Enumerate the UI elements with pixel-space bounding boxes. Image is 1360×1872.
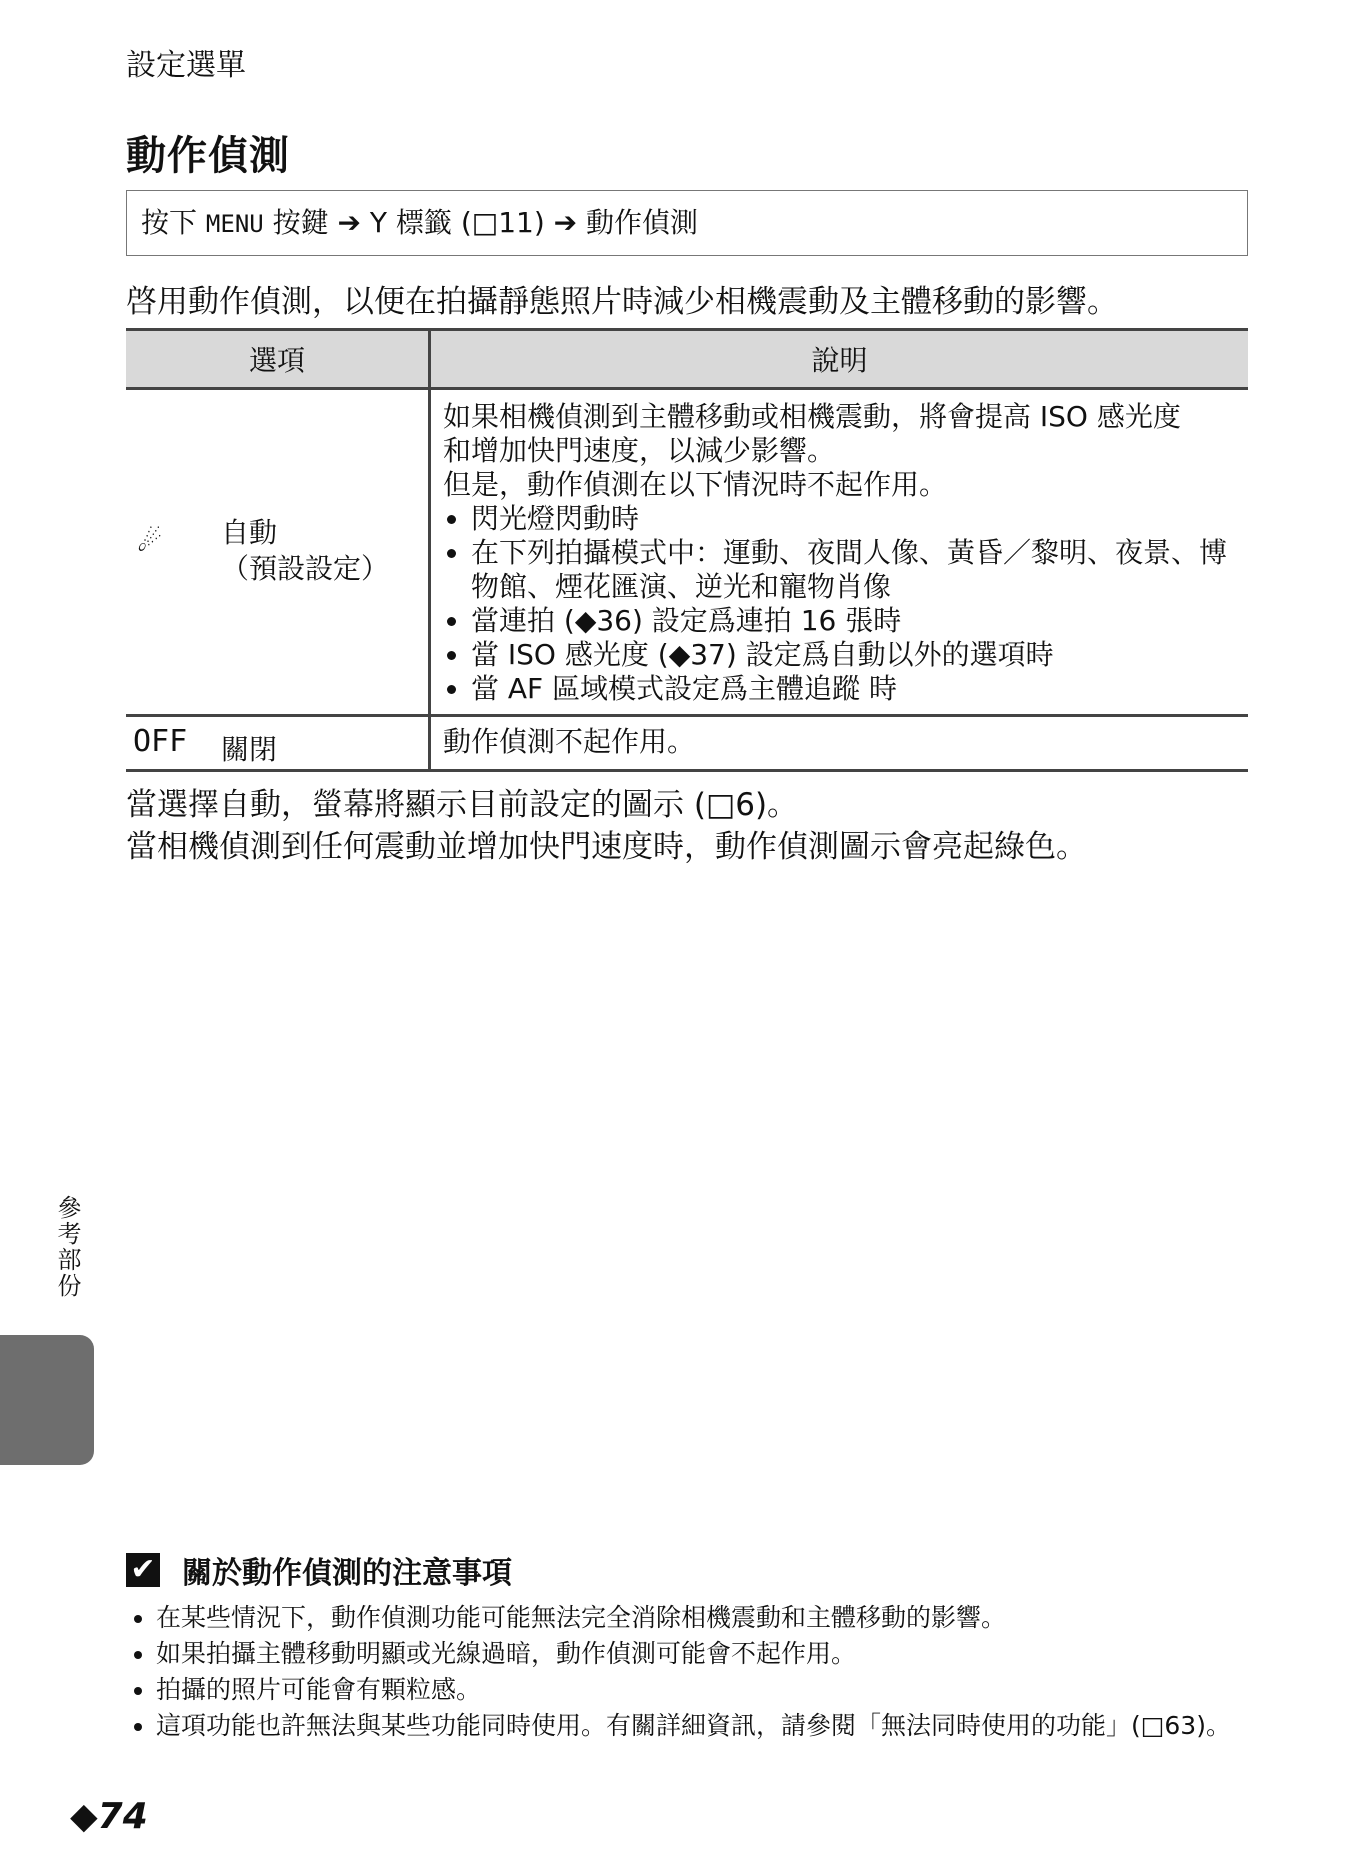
list-item: • 在下列拍攝模式中：運動、夜間人像、黃昏／黎明、夜景、博物館、煙花匯演、逆光和寵物肖像 (471, 536, 1236, 604)
wrench-icon: Y (369, 206, 388, 239)
page-title: 動作偵測 (126, 133, 290, 179)
option-sublabel: （預設設定） (221, 552, 390, 585)
list-item: • 當連拍 (◆36) 設定爲連拍 16 張時 (471, 604, 1236, 638)
after-table-text: 當選擇自動，螢幕將顯示目前設定的圖示 (□6)。 當相機偵測到任何震動並增加快門速度時，動作偵測圖示會亮起綠色。 (126, 787, 1087, 865)
off-icon: OFF (133, 724, 188, 759)
option-description: 動作偵測不起作用。 (430, 716, 1249, 771)
intro-text: 啓用動作偵測，以便在拍攝靜態照片時減少相機震動及主體移動的影響。 (126, 284, 1118, 320)
path-ref: 11) ➔ 動作偵測 (498, 206, 699, 239)
column-header-description: 說明 (430, 330, 1249, 389)
note-title: 關於動作偵測的注意事項 (182, 1556, 512, 1591)
section-header: 設定選單 (126, 48, 246, 83)
list-item: • 拍攝的照片可能會有顆粒感。 (156, 1672, 1250, 1708)
menu-button-label: MENU (205, 210, 264, 238)
sidebar-tab (0, 1335, 94, 1465)
options-table (126, 328, 1248, 772)
note-list (126, 1600, 1250, 1744)
list-item: • 如果拍攝主體移動明顯或光線過暗，動作偵測可能會不起作用。 (156, 1636, 1250, 1672)
checkmark-icon: ✔ (126, 1553, 160, 1587)
list-item: • 當 ISO 感光度 (◆37) 設定爲自動以外的選項時 (471, 638, 1236, 672)
list-item: • 閃光燈閃動時 (471, 502, 1236, 536)
list-item: • 這項功能也許無法與某些功能同時使用。有關詳細資訊，請參閱「無法同時使用的功能」(□63)。 (156, 1708, 1250, 1744)
list-item: • 在某些情況下，動作偵測功能可能無法完全消除相機震動和主體移動的影響。 (156, 1600, 1250, 1636)
path-tab: 標籤 ( (395, 206, 472, 239)
page-number: ◆74 (70, 1796, 148, 1837)
column-header-option: 選項 (126, 330, 430, 389)
motion-detection-icon: ☄ (137, 525, 163, 558)
option-label: 關閉 (221, 733, 278, 766)
menu-path-box (126, 190, 1248, 256)
condition-list (443, 502, 1236, 706)
book-icon: □ (471, 206, 499, 239)
sidebar-label: 參考部份 (53, 1195, 81, 1299)
option-label: 自動 (221, 516, 278, 549)
option-description: 如果相機偵測到主體移動或相機震動，將會提高 ISO 感光度 和增加快門速度，以減少影響。 但是，動作偵測在以下情況時不起作用。 • 閃光燈閃動時 • 在下列拍攝模式中：運動、夜間人像、黃昏／黎明、夜景、博物館、煙花匯演、逆光和寵物肖像 • 當連拍 (◆36) 設定爲連拍 16 張時 • 當 ISO 感光度 (◆37) 設定爲自動以外的選項時 • 當 AF 區域模式設定爲主體追蹤 時 (430, 389, 1249, 716)
path-key: 按鍵 ➔ (272, 206, 361, 239)
table-row (126, 389, 1248, 716)
table-row (126, 716, 1248, 771)
note-heading (126, 1548, 512, 1592)
path-prefix: 按下 (141, 206, 198, 239)
list-item: • 當 AF 區域模式設定爲主體追蹤 時 (471, 672, 1236, 706)
